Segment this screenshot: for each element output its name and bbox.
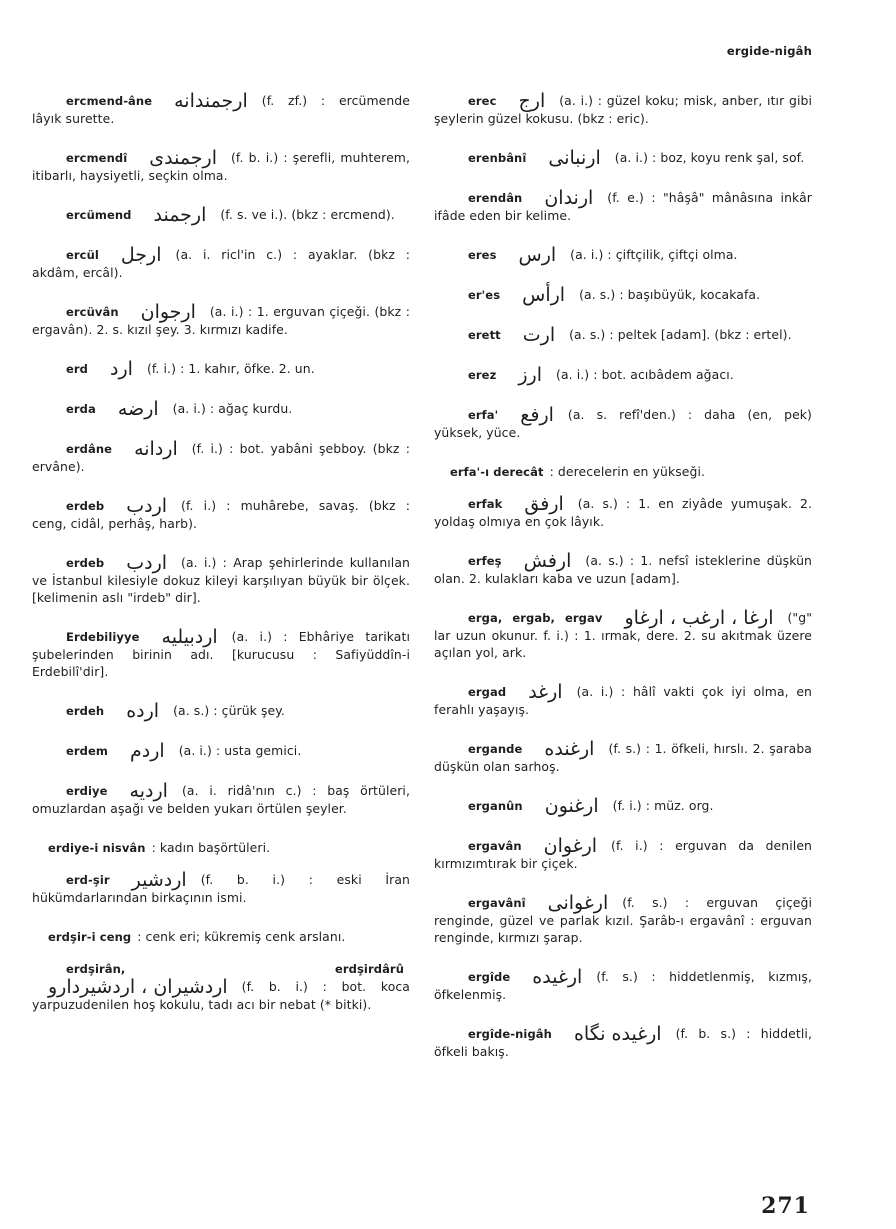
entry-definition: (f. s.) : hiddetlenmiş, kızmış, öfkelenmiş. — [434, 969, 812, 1002]
entry-arabic-script: ارغيده — [532, 966, 583, 988]
entry-definition: (a. s. refî'den.) : daha (en, pek) yüksek, yüce. — [434, 407, 812, 440]
dictionary-entry — [434, 246, 812, 264]
dictionary-entry — [32, 782, 410, 817]
entry-arabic-script: ارغيده نگاه — [573, 1023, 662, 1045]
entry-headword: erfak — [468, 497, 503, 511]
dictionary-entry — [32, 742, 410, 760]
entry-headword: erdşirân, erdşirdârû — [66, 962, 404, 976]
dictionary-entry — [32, 440, 410, 475]
entry-headword: ergîde-nigâh — [468, 1027, 552, 1041]
entry-arabic-script: ارز — [518, 364, 543, 386]
entry-definition: ("g" lar uzun okunur. f. i.) : 1. ırmak, dere. 2. su akıtmak üzere açılan yol, ark. — [434, 610, 812, 660]
page-number: 271 — [761, 1193, 810, 1219]
entry-arabic-script: ارغوانى — [547, 892, 609, 914]
entry-arabic-script: اردشير — [131, 869, 187, 891]
entry-headword: erdiye — [66, 784, 108, 798]
dictionary-entry — [32, 628, 410, 680]
entry-definition: : derecelerin en yükseği. — [549, 464, 706, 479]
entry-headword: ergavân — [468, 839, 522, 853]
entry-arabic-script: ارغا ، ارغب ، ارغاو — [624, 607, 774, 629]
entry-arabic-script: ارجمندى — [149, 147, 217, 169]
entry-arabic-script: ارغنون — [544, 795, 599, 817]
dictionary-entry — [32, 149, 410, 184]
dictionary-entry — [434, 189, 812, 224]
dictionary-entry — [32, 702, 410, 720]
entry-arabic-script: اردبيليه — [161, 626, 218, 648]
entry-headword: ercüvân — [66, 305, 119, 319]
entry-arabic-script: اردشيران ، اردشيردارو — [48, 976, 228, 998]
entry-definition: (a. i.) : bot. acıbâdem ağacı. — [556, 367, 734, 382]
entry-headword: erec — [468, 94, 497, 108]
entry-definition: (a. s.) : 1. en ziyâde yumuşak. 2. yoldaş olmıya en çok lâyık. — [434, 496, 812, 529]
entry-definition: (f. b. s.) : hiddetli, öfkeli bakış. — [434, 1026, 812, 1059]
entry-definition: (f. s.) : 1. öfkeli, hırslı. 2. şaraba düşkün olan sarhoş. — [434, 741, 812, 774]
entry-headword: erfeş — [468, 554, 502, 568]
entry-definition: (f. b. i.) : bot. koca yarpuzudenilen hoş kokulu, tadı acı bir nebat (* bitki). — [32, 979, 410, 1012]
entry-headword: ergîde — [468, 970, 511, 984]
entry-headword: ercümend — [66, 208, 132, 222]
entry-headword: erdeb — [66, 556, 105, 570]
entry-definition: (f. i.) : müz. org. — [612, 798, 714, 813]
dictionary-entry — [32, 360, 410, 378]
entry-headword: erfa' — [468, 408, 499, 422]
entry-arabic-script: ارجوان — [140, 301, 196, 323]
entry-arabic-script: ارغوان — [543, 835, 598, 857]
entry-headword: ercmendî — [66, 151, 128, 165]
entry-headword: erdşir-i ceng — [48, 930, 132, 944]
entry-arabic-script: ارنبانى — [548, 147, 601, 169]
entry-headword: erfa'-ı derecât — [450, 465, 544, 479]
entry-headword: erdeb — [66, 499, 105, 513]
entry-definition: (f. i.) : muhârebe, savaş. (bkz : ceng, cidâl, perhâş, harb). — [32, 498, 410, 531]
entry-headword: erez — [468, 368, 497, 382]
left-column — [32, 92, 410, 1035]
dictionary-entry — [434, 609, 812, 661]
entry-headword: Erdebiliyye — [66, 630, 140, 644]
entry-headword: eres — [468, 248, 497, 262]
entry-arabic-script: ارد — [110, 358, 133, 380]
entry-definition: (a. i.) : usta gemici. — [178, 743, 302, 758]
entry-headword: erdâne — [66, 442, 113, 456]
entry-definition: (a. i.) : ağaç kurdu. — [172, 401, 293, 416]
entry-headword: erdiye-i nisvân — [48, 841, 146, 855]
dictionary-entry — [32, 92, 410, 127]
entry-arabic-script: ارفق — [524, 493, 564, 515]
dictionary-entry — [434, 968, 812, 1003]
dictionary-entry — [434, 149, 812, 167]
entry-definition: (a. s.) : çürük şey. — [173, 703, 285, 718]
dictionary-entry — [434, 552, 812, 587]
entry-arabic-script: اردب — [126, 495, 168, 517]
entry-headword: ergande — [468, 742, 523, 756]
entry-arabic-script: ارفش — [523, 550, 572, 572]
dictionary-entry — [32, 303, 410, 338]
dictionary-entry — [434, 286, 812, 304]
dictionary-entry — [434, 683, 812, 718]
entry-arabic-script: ارج — [518, 90, 546, 112]
dictionary-entry — [32, 246, 410, 281]
dictionary-entry — [32, 400, 410, 418]
entry-arabic-script: ارديه — [129, 780, 168, 802]
entry-arabic-script: ارده — [126, 700, 160, 722]
entry-definition: (a. s.) : 1. nefsî isteklerine düşkün olan. 2. kulakları kaba ve uzun [adam]. — [434, 553, 812, 586]
entry-headword: erendân — [468, 191, 523, 205]
entry-definition: (a. i. ridâ'nın c.) : baş örtüleri, omuzlardan aşağı ve belden yukarı örtülen şeyler. — [32, 783, 410, 816]
dictionary-entry — [434, 797, 812, 815]
entry-arabic-script: ارغنده — [544, 738, 595, 760]
entry-headword: erett — [468, 328, 501, 342]
dictionary-entry — [434, 326, 812, 344]
entry-definition: (a. i. ricl'in c.) : ayaklar. (bkz : akdâm, ercâl). — [32, 247, 410, 280]
entry-arabic-script: ارجل — [120, 244, 162, 266]
dictionary-entry — [434, 463, 812, 481]
entry-arabic-script: ارفع — [520, 404, 554, 426]
entry-headword: erdem — [66, 744, 108, 758]
entry-arabic-script: ارس — [518, 244, 557, 266]
entry-headword: erganûn — [468, 799, 523, 813]
running-header: ergide-nigâh — [726, 44, 812, 58]
entry-headword: erdeh — [66, 704, 105, 718]
dictionary-entry — [32, 497, 410, 532]
dictionary-entry — [32, 839, 410, 857]
entry-definition: : cenk eri; kükremiş cenk arslanı. — [137, 929, 346, 944]
right-column — [434, 92, 812, 1082]
entry-headword: ergavânî — [468, 896, 526, 910]
entry-definition: (a. i.) : boz, koyu renk şal, sof. — [614, 150, 805, 165]
dictionary-entry — [434, 366, 812, 384]
dictionary-entry — [434, 92, 812, 127]
entry-definition: (f. i.) : bot. yabâni şebboy. (bkz : ervâne). — [32, 441, 410, 474]
entry-definition: : kadın başörtüleri. — [151, 840, 271, 855]
entry-headword: ercmend-âne — [66, 94, 153, 108]
dictionary-entry — [32, 928, 410, 946]
entry-definition: (a. i.) : çiftçilik, çiftçi olma. — [570, 247, 738, 262]
entry-arabic-script: اردانه — [134, 438, 178, 460]
entry-definition: (f. s.) : erguvan çiçeği renginde, güzel ve parlak kızıl. Şarâb-ı ergavânî : erguvan renginde, kırmızı şarap. — [434, 895, 812, 945]
entry-arabic-script: ارجمندانه — [174, 90, 248, 112]
entry-definition: (f. b. i.) : şerefli, muhterem, itibarlı, haysiyetli, seçkin olma. — [32, 150, 410, 183]
dictionary-entry — [434, 1025, 812, 1060]
entry-definition: (f. i.) : 1. kahır, öfke. 2. un. — [146, 361, 315, 376]
entry-definition: (a. s.) : peltek [adam]. (bkz : ertel). — [569, 327, 792, 342]
entry-headword: erenbânî — [468, 151, 527, 165]
entry-definition: (f. i.) : erguvan da denilen kırmızımtırak bir çiçek. — [434, 838, 812, 871]
entry-headword: er'es — [468, 288, 501, 302]
entry-definition: (a. i.) : 1. erguvan çiçeği. (bkz : ergavân). 2. s. kızıl şey. 3. kırmızı kadife. — [32, 304, 410, 337]
entry-headword: erda — [66, 402, 96, 416]
entry-definition: (a. i.) : Arap şehirlerinde kullanılan ve İstanbul kilesiyle dokuz kileyi karşılıyan büyük bir ölçek. [kelimenin aslı "irdeb" dir]. — [32, 555, 410, 605]
entry-definition: (a. i.) : güzel koku; misk, anber, ıtır gibi şeylerin güzel kokusu. (bkz : eric). — [434, 93, 812, 126]
entry-definition: (a. s.) : başıbüyük, kocakafa. — [579, 287, 761, 302]
dictionary-entry — [434, 894, 812, 946]
entry-arabic-script: ارغد — [528, 681, 563, 703]
entry-headword: ergad — [468, 685, 507, 699]
dictionary-entry — [32, 960, 410, 1013]
entry-headword: erd-şir — [66, 873, 110, 887]
entry-arabic-script: اردم — [130, 740, 165, 762]
dictionary-entry — [434, 837, 812, 872]
entry-definition: (a. i.) : Ebhâriye tarikatı şubelerinden birinin adı. [kurucusu : Safiyüddîn-i Erdebilî'dir]. — [32, 629, 410, 679]
entry-definition: (f. e.) : "hâşâ" mânâsına inkâr ifâde eden bir kelime. — [434, 190, 812, 223]
entry-definition: (f. s. ve i.). (bkz : ercmend). — [220, 207, 395, 222]
entry-arabic-script: ارجمند — [153, 204, 207, 226]
entry-arabic-script: اردب — [126, 552, 168, 574]
entry-definition: (a. i.) : hâlî vakti çok iyi olma, en ferahlı yaşayış. — [434, 684, 812, 717]
entry-headword: ercül — [66, 248, 99, 262]
entry-arabic-script: ارأس — [522, 284, 566, 306]
entry-arabic-script: ارضه — [117, 398, 159, 420]
dictionary-entry — [434, 740, 812, 775]
entry-definition: (f. b. i.) : eski İran hükümdarlarından birkaçının ismi. — [32, 872, 410, 905]
dictionary-entry — [32, 554, 410, 606]
dictionary-entry — [32, 871, 410, 906]
entry-headword: erd — [66, 362, 89, 376]
entry-headword: erga, ergab, ergav — [468, 611, 603, 625]
entry-arabic-script: ارت — [522, 324, 556, 346]
dictionary-entry — [434, 406, 812, 441]
dictionary-entry — [434, 495, 812, 530]
dictionary-entry — [32, 206, 410, 224]
entry-definition: (f. zf.) : ercümende lâyık surette. — [32, 93, 410, 126]
entry-arabic-script: ارندان — [544, 187, 594, 209]
